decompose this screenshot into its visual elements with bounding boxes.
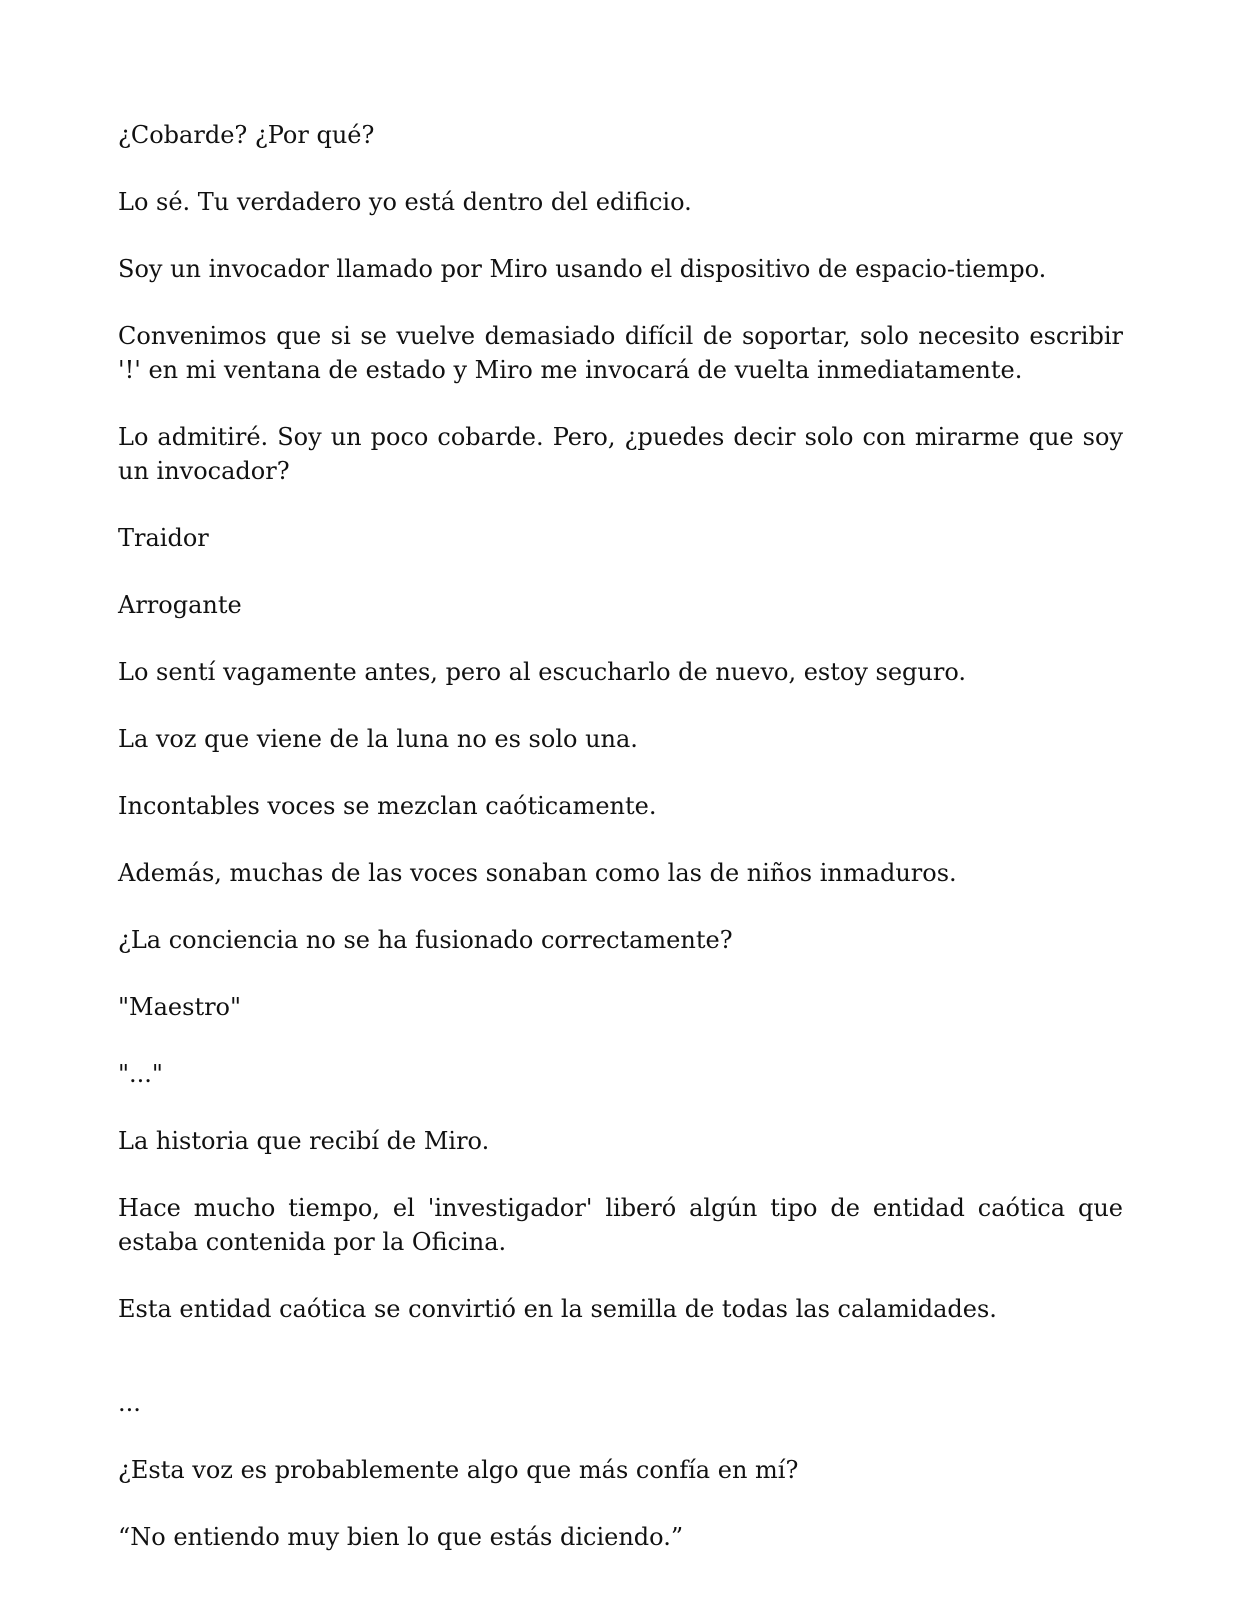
document-body (118, 118, 1123, 1587)
paragraph: Hace mucho tiempo, el 'investigador' liberó algún tipo de entidad caótica que estaba contenida por la Oficina. (118, 1194, 1123, 1256)
paragraph: Incontables voces se mezclan caóticamente. (118, 792, 657, 820)
paragraph: Traidor (118, 524, 209, 552)
paragraph: La voz que viene de la luna no es solo una. (118, 725, 638, 753)
paragraph: ¿Esta voz es probablemente algo que más confía en mí? (118, 1456, 799, 1484)
paragraph: Lo admitiré. Soy un poco cobarde. Pero, ¿puedes decir solo con mirarme que soy un invocador? (118, 423, 1123, 485)
paragraph: Convenimos que si se vuelve demasiado difícil de soportar, solo necesito escribir '!' en mi ventana de estado y Miro me invocará de vuelta inmediatamente. (118, 322, 1123, 384)
paragraph: "Maestro" (118, 993, 242, 1021)
paragraph: ¿Cobarde? ¿Por qué? (118, 121, 375, 149)
paragraph: ... (118, 1389, 141, 1417)
paragraph: “No entiendo muy bien lo que estás diciendo.” (118, 1523, 684, 1551)
paragraph: Esta entidad caótica se convirtió en la semilla de todas las calamidades. (118, 1295, 997, 1323)
paragraph: ¿La conciencia no se ha fusionado correctamente? (118, 926, 733, 954)
paragraph: Lo sentí vagamente antes, pero al escucharlo de nuevo, estoy seguro. (118, 658, 966, 686)
paragraph: "..." (118, 1060, 163, 1088)
paragraph: Lo sé. Tu verdadero yo está dentro del edificio. (118, 188, 692, 216)
paragraph: Además, muchas de las voces sonaban como las de niños inmaduros. (118, 859, 957, 887)
paragraph: Soy un invocador llamado por Miro usando el dispositivo de espacio-tiempo. (118, 255, 1047, 283)
paragraph: La historia que recibí de Miro. (118, 1127, 490, 1155)
paragraph: Arrogante (118, 591, 242, 619)
